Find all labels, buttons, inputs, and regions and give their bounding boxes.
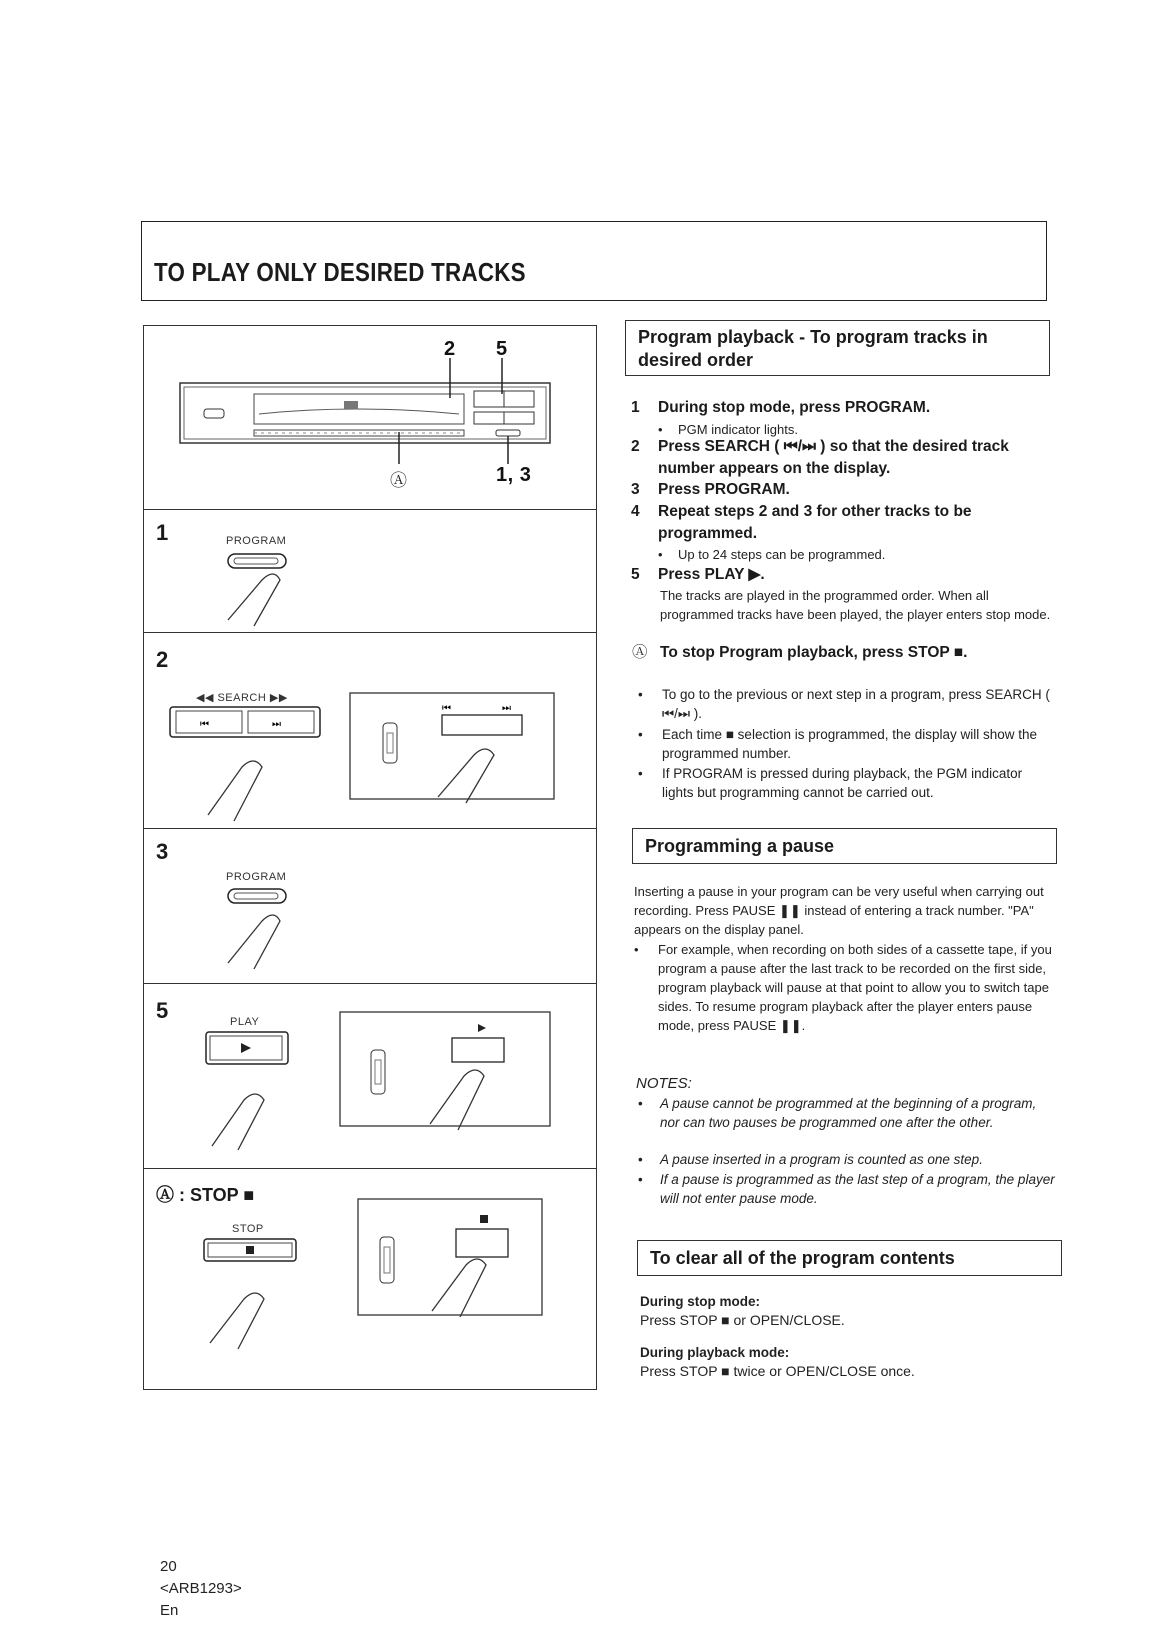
play-button <box>204 1030 344 1150</box>
svg-text:⏮: ⏮ <box>442 703 451 714</box>
pause-example: • For example, when recording on both sides of a cassette tape, if you program a pause after the last track to be recorded on the first side, program playback will pause at that point to allow you to switch tape sides. To resume program playback after the player enters pause mode, press PAUSE ❚❚. <box>634 942 1052 1033</box>
step-1-box <box>144 509 596 632</box>
stop-program-text: To stop Program playback, press STOP ■. <box>660 644 968 661</box>
step-4-instruction: Repeat steps 2 and 3 for other tracks to be programmed. <box>658 503 972 542</box>
svg-text:⏮: ⏮ <box>200 719 209 730</box>
step-4-note: • Up to 24 steps can be programmed. <box>658 547 886 562</box>
remote-search-drawing <box>350 693 556 803</box>
callout-1-3: 1, 3 <box>496 464 532 486</box>
pause-example-text: For example, when recording on both sides of a cassette tape, if you program a pause after the last track to be recorded on the first side, program playback will pause at that point to allow you to switch tape sides. To resume program playback after the player enters pause mode, press PAUSE ❚❚. <box>658 942 1052 1033</box>
pause-intro: Inserting a pause in your program can be very useful when carrying out recording. Press PAUSE ❚❚ instead of entering a track number. "PA" appears on the display panel. <box>634 884 1044 937</box>
doc-code: <ARB1293> <box>160 1580 242 1597</box>
step-3-num: 3 <box>631 481 640 498</box>
page-number: 20 <box>160 1558 177 1575</box>
stop-button <box>202 1237 332 1347</box>
step-2-instruction: Press SEARCH ( ⏮/⏭ ) so that the desired track number appears on the display. <box>658 438 1009 477</box>
note-1-text: A pause cannot be programmed at the beginning of a program, nor can two pauses be programmed one after the other. <box>660 1096 1037 1130</box>
step-5-instruction: Press PLAY ▶. <box>658 566 765 583</box>
step-1-note: • PGM indicator lights. <box>658 422 798 437</box>
step-2-box <box>144 632 596 828</box>
step-4-note-text: Up to 24 steps can be programmed. <box>678 547 886 562</box>
program-label-1: PROGRAM <box>226 535 287 547</box>
step-3-box <box>144 828 596 983</box>
step-5-box <box>144 983 596 1168</box>
note-3-text: If a pause is programmed as the last step of a program, the player will not enter pause mode. <box>660 1172 1055 1206</box>
player-figure <box>144 326 596 509</box>
stop-box <box>144 1168 596 1391</box>
svg-text:⏭: ⏭ <box>502 703 511 714</box>
remote-play-drawing <box>340 1012 552 1130</box>
pause-heading: Programming a pause <box>632 828 1057 864</box>
program-button-1 <box>222 550 342 640</box>
remote-stop-drawing <box>358 1199 544 1317</box>
step-3-number: 3 <box>156 839 169 864</box>
search-buttons <box>168 705 348 825</box>
search-label: ◀◀ SEARCH ▶▶ <box>196 692 288 704</box>
step-2-text <box>631 436 1058 480</box>
stop-heading: Ⓐ : STOP ■ <box>156 1185 255 1205</box>
program-bullet-3: • If PROGRAM is pressed during playback, the PGM indicator lights but programming cannot be carried out. <box>638 766 1023 800</box>
page-title: TO PLAY ONLY DESIRED TRACKS <box>154 257 526 287</box>
program-bullet-1-text: To go to the previous or next step in a program, press SEARCH ( ⏮/⏭ ). <box>662 687 1050 721</box>
stop-program-line <box>632 642 1060 664</box>
svg-text:⏭: ⏭ <box>272 719 281 730</box>
callout-2: 2 <box>444 338 456 360</box>
program-label-3: PROGRAM <box>226 871 287 883</box>
step-3-text <box>631 479 1058 501</box>
program-bullet-3-text: If PROGRAM is pressed during playback, the PGM indicator lights but programming cannot be carried out. <box>662 766 1023 800</box>
step-5-text <box>631 564 1058 586</box>
note-2: • A pause inserted in a program is counted as one step. <box>638 1152 983 1167</box>
step-4-text <box>631 501 1058 545</box>
note-3: • If a pause is programmed as the last step of a program, the player will not enter pause mode. <box>638 1172 1055 1206</box>
step-5-number: 5 <box>156 998 169 1023</box>
step-2-num: 2 <box>631 438 640 455</box>
clear-play-text: Press STOP ■ twice or OPEN/CLOSE once. <box>640 1363 915 1379</box>
program-bullet-2: • Each time ■ selection is programmed, the display will show the programmed number. <box>638 727 1038 761</box>
clear-stop-title: During stop mode: <box>640 1294 760 1309</box>
step-1-num: 1 <box>631 399 640 416</box>
clear-play-title: During playback mode: <box>640 1345 790 1360</box>
program-button-3 <box>222 885 342 985</box>
clear-heading: To clear all of the program contents <box>637 1240 1062 1276</box>
clear-stop-text: Press STOP ■ or OPEN/CLOSE. <box>640 1312 845 1328</box>
notes-title: NOTES: <box>636 1075 692 1092</box>
step-4-num: 4 <box>631 503 640 520</box>
title-box <box>141 221 1047 301</box>
step-1-text <box>631 397 1058 419</box>
program-bullet-1: • To go to the previous or next step in a program, press SEARCH ( ⏮/⏭ ). <box>638 687 1050 721</box>
step-1-number: 1 <box>156 520 169 545</box>
note-1: • A pause cannot be programmed at the beginning of a program, nor can two pauses be programmed one after the other. <box>638 1096 1037 1130</box>
note-2-text: A pause inserted in a program is counted as one step. <box>660 1152 983 1167</box>
illustration-panel <box>143 325 597 1390</box>
program-playback-heading: Program playback - To program tracks in desired order <box>625 320 1050 376</box>
step-5-note: The tracks are played in the programmed order. When all programmed tracks have been played, the player enters stop mode. <box>660 588 1051 622</box>
step-2-number: 2 <box>156 647 169 672</box>
step-5-num: 5 <box>631 566 640 583</box>
play-label: PLAY <box>230 1016 260 1028</box>
step-1-instruction: During stop mode, press PROGRAM. <box>658 399 931 416</box>
stop-label: STOP <box>232 1223 264 1235</box>
step-3-instruction: Press PROGRAM. <box>658 481 790 498</box>
language: En <box>160 1602 179 1619</box>
stop-marker: Ⓐ <box>632 644 648 661</box>
callout-a: Ⓐ <box>390 471 408 490</box>
step-1-note-text: PGM indicator lights. <box>678 422 798 437</box>
callout-5: 5 <box>496 338 508 360</box>
program-bullet-2-text: Each time ■ selection is programmed, the display will show the programmed number. <box>662 727 1038 761</box>
